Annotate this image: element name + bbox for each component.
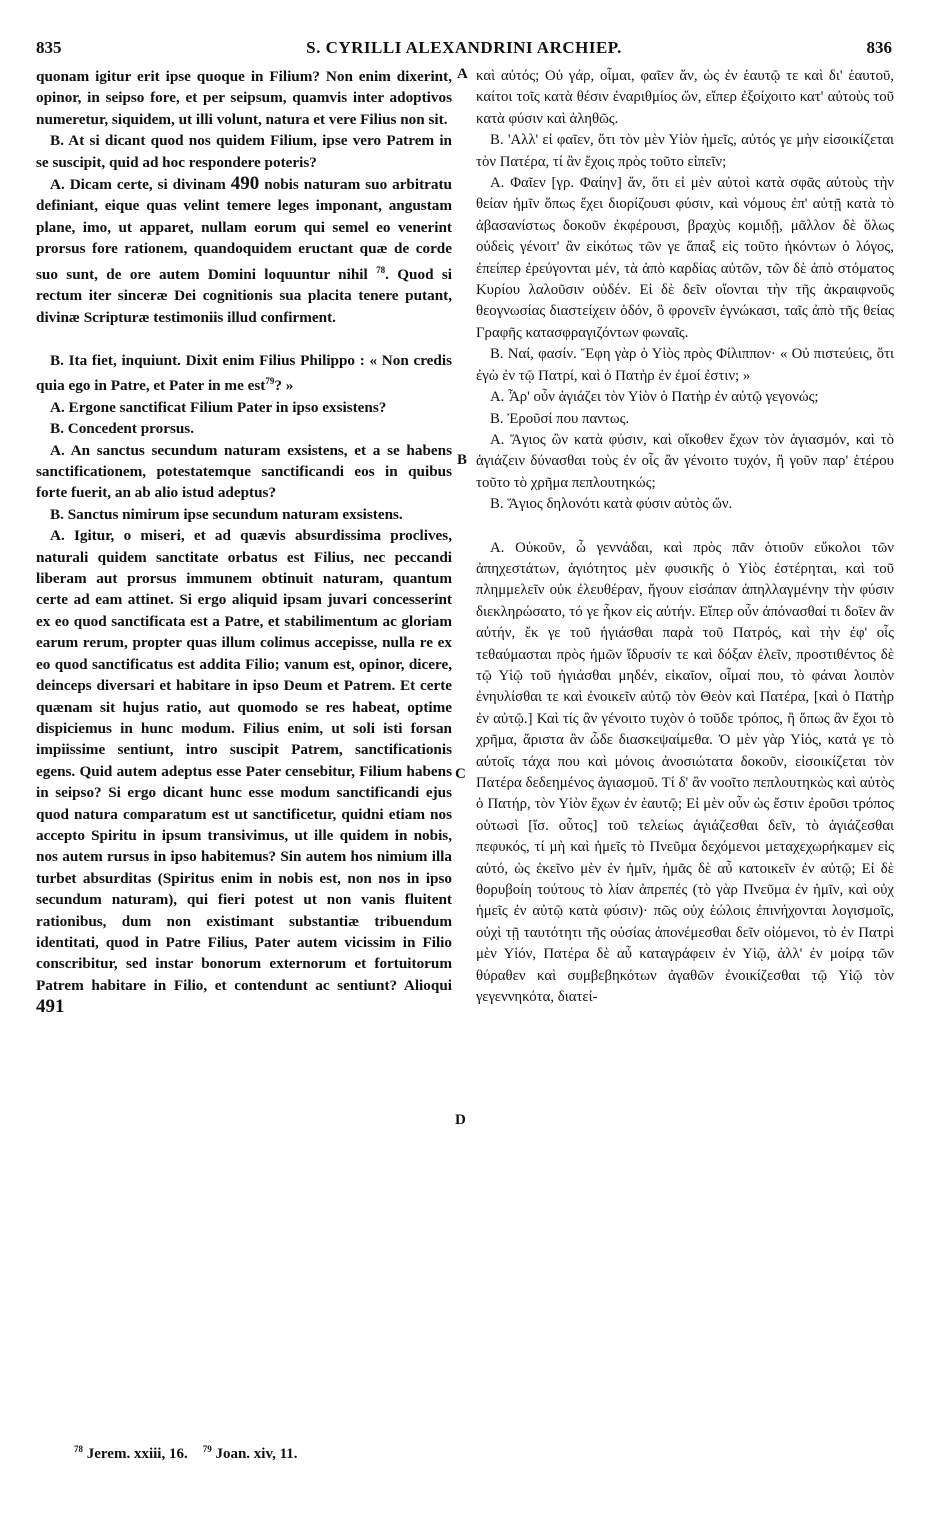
latin-paragraph-1: quonam igitur erit ipse quoque in Filium? Non enim dixerint, opinor, in seipso fore, et per seipsum, quamvis inter adoptivos numeretur, siquidem, ut illi volunt, natura et vere Filius non sit. [36, 68, 452, 128]
column-marker-490: 490 [230, 173, 260, 195]
footnote-ref-79: 79 [265, 376, 275, 387]
column-number-right: 836 [866, 38, 892, 57]
greek-paragraph-5: Α. Ἆρ' οὖν ἁγιάζει τὸν Υἱὸν ὁ Πατὴρ ἐν αὐτῷ γεγονώς; [490, 389, 819, 406]
latin-paragraph-2: B. At si dicant quod nos quidem Filium, ipse vero Patrem in se suscipit, quid ad hoc respondere poteris? [36, 132, 452, 171]
spacer [36, 328, 452, 350]
greek-paragraph-2: Β. 'Αλλ' εἰ φαῖεν, ὅτι τὸν μὲν Υἱὸν ἡμεῖς, αὐτός γε μὴν εἰσοικίζεται τὸν Πατέρα, τί ἂν ἔχοις πρὸς τοῦτο εἰπεῖν; [476, 132, 894, 170]
latin-paragraph-3 [36, 173, 452, 328]
latin-paragraph-6: B. Concedent prorsus. [50, 420, 195, 438]
margin-letter-d: D [455, 1112, 466, 1128]
margin-letter-b: B [457, 452, 468, 468]
latin-column [36, 66, 452, 1019]
latin-paragraph-8: B. Sanctus nimirum ipse secundum naturam exsistens. [50, 505, 403, 523]
latin-paragraph-4 [36, 350, 452, 397]
margin-letter-a: A [457, 66, 468, 82]
latin-text: A. Dicam certe, si divinam [50, 176, 226, 194]
footnotes [74, 1444, 298, 1463]
running-header [36, 38, 892, 60]
column-marker-491: 491 [36, 996, 65, 1018]
greek-paragraph-4: Β. Ναί, φασίν. Ἔφη γὰρ ὁ Υἱὸς πρὸς Φίλιππον· « Οὐ πιστεύεις, ὅτι ἐγὼ ἐν τῷ Πατρί, καὶ ὁ Πατὴρ ἐν ἐμοί ἐστιν; » [476, 346, 894, 384]
latin-text: . Quod si rectum iter sinceræ Dei cognitionis sua placita tenere putant, divinæ Scripturæ testimoniis illud confirment. [36, 265, 453, 326]
greek-paragraph-9: Α. Οὐκοῦν, ὦ γεννάδαι, καὶ πρὸς πᾶν ὁτιοῦν εὔκολοι τῶν ἀπηχεστάτων, ἁγιότητος μὲν φυσικῆς ὁ Υἱὸς ἐστέρηται, καὶ τοῦ πλημμελεῖν οὐκ ἐλευθέραν, ἤγουν εἰσάπαν ἀπηλλαγμένην τὴν φύσιν διεκληρώσατο, τό γε ἧκον εἰς αὐτήν. Εἴπερ οὖν ἀπόνασθαί τι δοῖεν ἂν αὐτήν, ἔκ γε τοῦ ἡγιάσθαι παρὰ τοῦ Πατρός, καὶ τὴν ἐφ' οἷς τεθαύμασται πρὸς ἡμῶν ἵδρυσίν τε καὶ δόξαν ἑλεῖν, προστιθέντος δὲ τῷ Υἱῷ τοῦ ἡγιάσθαι μηδέν, εἰκαῖον, οἶμαί που, τὸ φάναι λοιπὸν ἐνηυλίσθαι τε καὶ ἐνοικεῖν αὐτῷ τὸν Θεὸν καὶ Πατέρα, [καὶ ὁ Πατὴρ ἐν αὐτῷ.] Καὶ τίς ἂν γένοιτο τυχὸν ὁ τοῦδε τρόπος, ἢ ὅπως ἂν ἔχοι τὸ χρῆμα, ἄριστα ἂν ὧδε διασκεψαίμεθα. Ὁ μὲν γὰρ Υἱός, κατά γε τὸ αὐτοῖς τάχα που καὶ μόνοις ἀνοσιώτατα δοκοῦν, εἰσοικίζεται τὸν Πατέρα δεδεημένος ἁγιασμοῦ. Τί δ' ἂν νοοῖτο πεπλουτηκὼς καὶ αὐτὸς ὁ Πατήρ, τὸν Υἱὸν ἔχων ἐν ἑαυτῷ; Εἰ μὲν οὖν ὡς ἔστιν ἐροῦσι τρόπος οὑτωσὶ [ἴσ. οὗτος] τοῦ τελείως ἁγιάζεσθαι δεῖν, τὸ ἁγιάζεσθαι πεφυκός, τί μὴ καὶ ἡμεῖς τὸ Πνεῦμα δεχόμενοι μεταχεχωρήκαμεν εἰς αὐτό, ὡς ἐκεῖνο μὲν ἐν ἡμῖν, ἡμᾶς δὲ αὖ κατοικεῖν ἐν αὐτῷ; Εἰ δὲ θορυβοίη τούτους τὸ λίαν ἀπρεπές (τὸ γὰρ Πνεῦμα ἐν ἡμῖν, καὶ οὐχ ἡμεῖς ἐν αὐτῷ κατὰ φύσιν)· πῶς οὐχ ἑώλοις ἐπινήχονται λογισμοῖς, οὐχὶ τῇ ταυτότητι τῆς οὐσίας ἀπονέμεσθαι δεῖν οἰόμενοι, τὸ ἐν Πατρὶ μὲν Υἱόν, Πατέρα δὲ αὖ καταγράφειν ἐν Υἱῷ, ἀλλ' ἐν μοίρᾳ τῶν θύραθεν καὶ συμβεβηκότων ἀγαθῶν ἐνοικίζεσθαι τῷ Υἱῷ τὸν γεγεννηκότα, διατεί- [476, 539, 894, 1006]
footnote-79: Joan. xiv, 11. [215, 1446, 298, 1462]
greek-paragraph-1: καὶ αὐτός; Οὐ γάρ, οἶμαι, φαῖεν ἄν, ὡς ἐν ἑαυτῷ τε καὶ δι' ἑαυτοῦ, καίτοι τοῖς κατὰ θέσιν ἐναριθμίος ὤν, εἴπερ ἐξοίχοιτο κατ' αὐτοὺς τοῦ κατὰ φύσιν καὶ ἀληθῶς. [476, 68, 894, 127]
latin-paragraph-7: A. An sanctus secundum naturam exsistens, et a se habens sanctificationem, potestatemque sanctificandi eos in quibus forte fuerit, an ab alio istud adeptus? [36, 441, 452, 502]
greek-paragraph-7: Α. Ἅγιος ὢν κατὰ φύσιν, καὶ οἴκοθεν ἔχων τὸν ἁγιασμόν, καὶ τὸ ἁγιάζειν δύνασθαι τοὺς ἐν οἷς ἂν γένοιτο τυχόν, ἢ γοῦν παρ' ἑτέρου τοῦτο τὸ χρῆμα πεπλουτηκώς; [476, 431, 894, 491]
footnote-78: Jerem. xxiii, 16. [86, 1446, 188, 1462]
footnote-mark-79: 79 [202, 1444, 212, 1454]
column-number-left: 835 [36, 38, 62, 57]
running-title: S. CYRILLI ALEXANDRINI ARCHIEP. [306, 38, 622, 57]
latin-text: nobis naturam suo arbitratu definiant, eique quas velint temere leges imponant, angustam plane, imo, ut apparet, nullam eorum qui semel eo venerint prorsus fore rationem, quandoquidem eructant quæ de corde suo sunt, de ore autem Domini loquuntur nihil [36, 176, 452, 283]
greek-paragraph-3: Α. Φαῖεν [γρ. Φαίην] ἄν, ὅτι εἰ μὲν αὐτοὶ κατὰ σφᾶς αὐτοὺς τὴν θείαν ἡμῖν ὅπως ἔχει διορίζουσι φύσιν, καὶ νόμους ἐπ' αὐτῇ κατὰ τὸ ἀβασανίστως δοκοῦν ἐκφέρουσι, βραχὺς κομιδῇ, μᾶλλον δὲ ὅλως οὐδεὶς γένοιτ' ἂν εἰκότως τῶν γε ἅπαξ εἰς τοῦτο ἡκόντων ὁ λόγος, ἐπείπερ ἐρεύγονται μέν, τὰ ἀπὸ καρδίας αὐτῶν, τῶν δὲ ἀπὸ στόματος Κυρίου λαλοῦσιν οὐδέν. Εἰ δὲ δεῖν οἴονται τὴν τῆς ἀκραιφνοῦς θεογνωσίας διαστείχειν ὁδόν, ὃ φρονεῖν ἐγνώκασι, ταῖς ἀπὸ τῆς θείας Γραφῆς κατασφραγιζόντων φωναῖς. [476, 175, 894, 341]
spacer [476, 516, 894, 538]
footnote-mark-78: 78 [74, 1444, 83, 1454]
footnote-ref-78: 78 [376, 264, 386, 275]
greek-paragraph-8: Β. Ἅγιος δηλονότι κατὰ φύσιν αὐτὸς ὤν. [490, 496, 733, 513]
latin-paragraph-9 [36, 525, 452, 1018]
latin-paragraph-5: A. Ergone sanctificat Filium Pater in ipso exsistens? [50, 398, 387, 416]
greek-paragraph-6: Β. Ἐροῦσί που παντως. [490, 410, 630, 427]
latin-text: B. Ita fiet, inquiunt. Dixit enim Filius Philippo : « Non credis quia ego in Patre, et Pater in me est [36, 351, 452, 395]
margin-letter-c: C [455, 766, 466, 782]
latin-text: ? » [274, 377, 294, 395]
latin-text: A. Igitur, o miseri, et ad quævis absurdissima proclives, naturali quidem sanctitate orbatus est Filius, nec peccandi liberam aut prorsus immunem obtinuit naturam, quantum certe ad eam attinet. Si ergo aliquid ipsam juvari concesserint ex eo quod sanctificata est a Patre, et stabilimentum ac gloriam earum rerum, propter quas illum colimus accepisse, nulla re ex eo quod sanctificatus est addita Filio; vanum est, opinor, dicere, deinceps diversari et habitare in ipso Deum et Patrem. Et certe quænam sit hujus ratio, aut quomodo se res habeat, optime dispiciemus in hunc modum. Filius enim, ut soli isti forsan impiissime sentiunt, intro suscipit Patrem, sanctificationis egens. Quid autem adeptus esse Pater censebitur, Filium habens in seipso? Si ergo dicant hunc esse modum sanctificandi ejus quod natura comparatum est ut sanctificetur, quidni etiam nos accepto Spiritu in ipsum transivimus, ut ille quidem in nobis, nos autem rursus in ipso habitemus? Sin autem hos nimium illa turbet absurditas (Spiritus enim in nobis est, non nos in ipso secundum naturam), qui fieri potest ut non vanis fluitent rationibus, dum non existimant substantiæ tribuendum identitati, quod in Patre Filius, Pater autem vicissim in Filio conscribitur, sed instar bonorum externorum et fortuitorum Patrem habitare in Filio, et contendunt ac sentiunt? Alioqui [36, 527, 452, 994]
greek-column [476, 66, 894, 1008]
